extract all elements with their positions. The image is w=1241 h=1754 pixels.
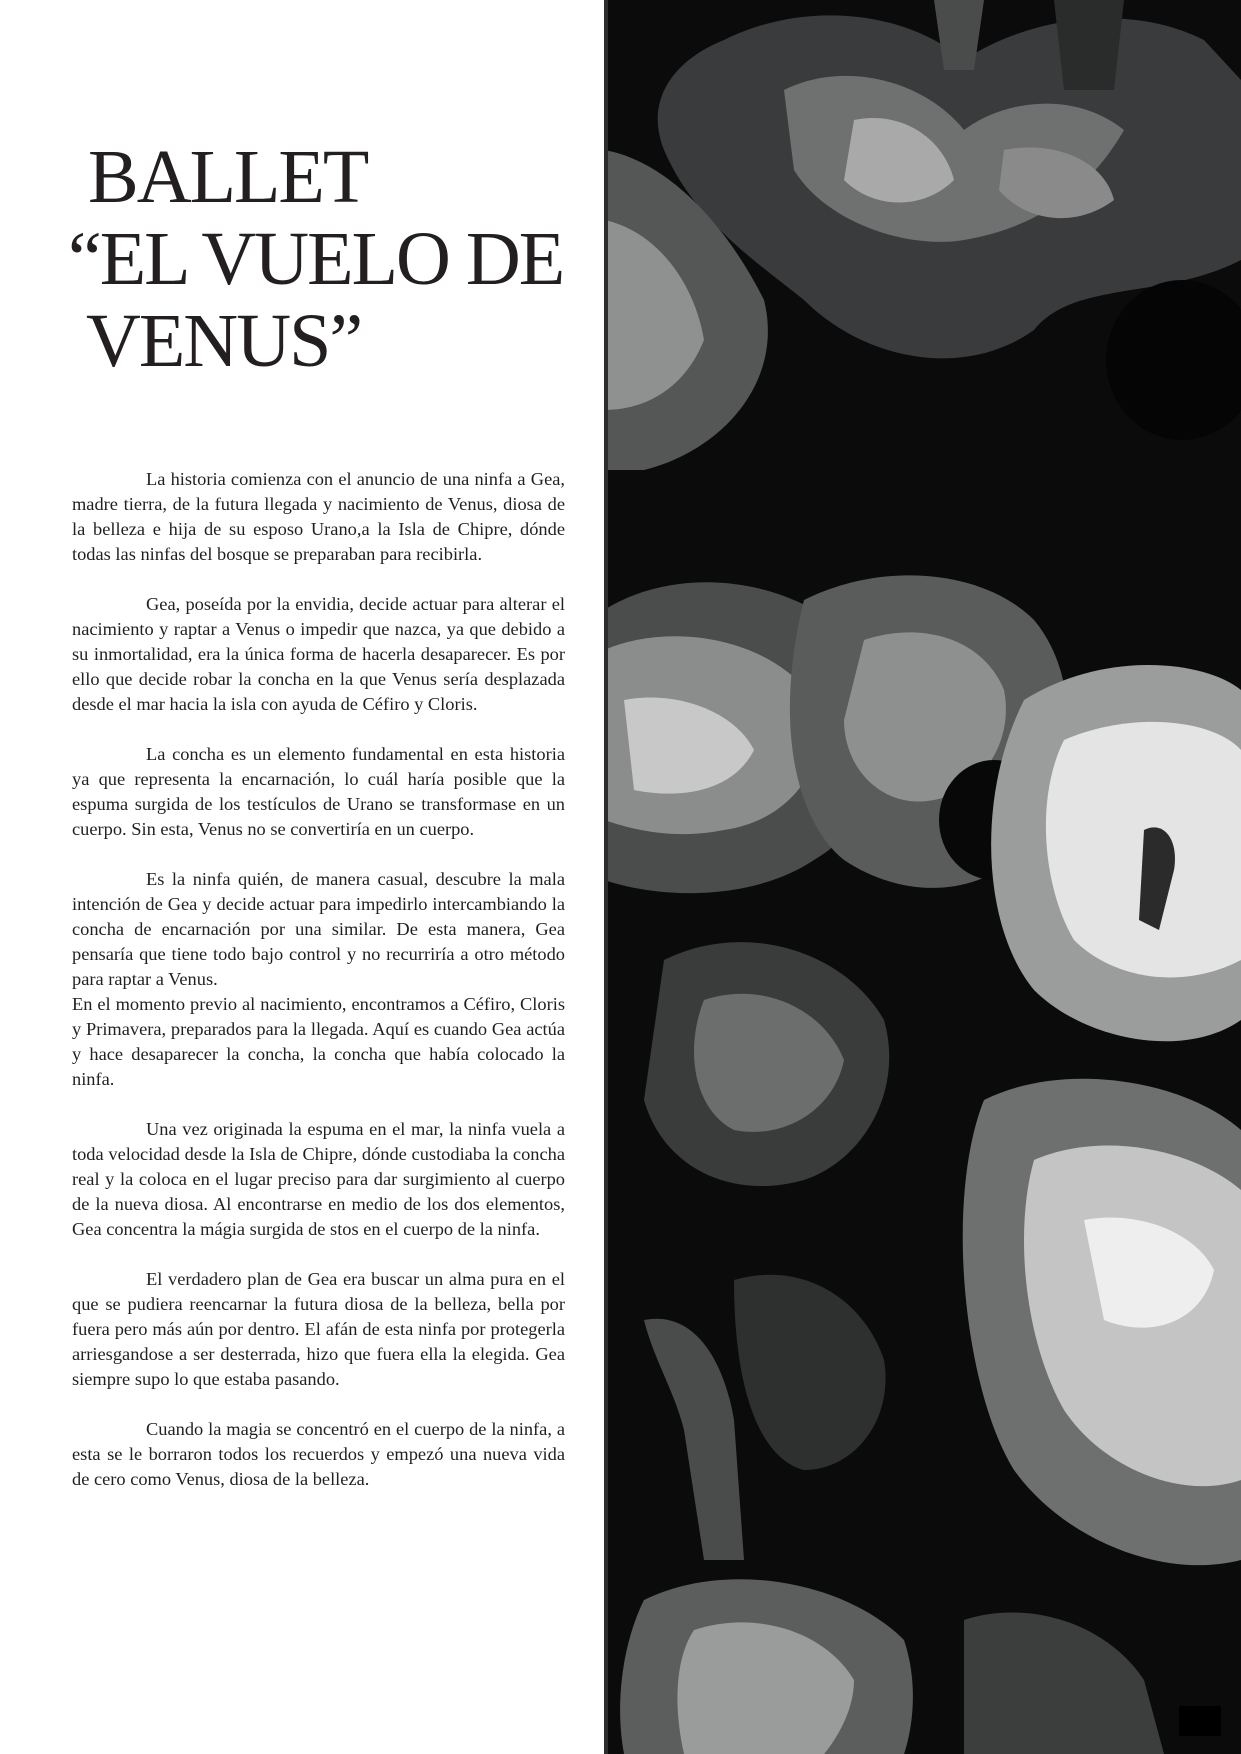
paragraph-3: La concha es un elemento fundamental en esta historia ya que representa la encarnación, lo cuál haría posible que la espuma surgida de los testículos de Urano se transformase en un cuerpo. Sin esta, Venus no se convertiría en un cuerpo.	[72, 744, 565, 839]
paragraph-2: Gea, poseída por la envidia, decide actuar para alterar el nacimiento y raptar a Venus o impedir que nazca, ya que debido a su inmortalidad, era la única forma de hacerla desaparecer. Es por ello que decide robar la concha en la que Venus sería desplazada desde el mar hacia la isla con ayuda de Céfiro y Cloris.	[72, 594, 565, 714]
text-column	[0, 0, 604, 1754]
paragraph-5: En el momento previo al nacimiento, encontramos a Céfiro, Cloris y Primavera, preparados para la llegada. Aquí es cuando Gea actúa y hace desaparecer la concha, la concha que había colocado la ninfa.	[72, 994, 565, 1089]
title-line-1: BALLET	[88, 135, 368, 219]
paragraph-1: La historia comienza con el anuncio de una ninfa a Gea, madre tierra, de la futura llegada y nacimiento de Venus, diosa de la belleza e hija de su esposo Urano,a la Isla de Chipre, dónde todas las ninfas del bosque se preparaban para recibirla.	[72, 469, 565, 564]
title-line-3: VENUS”	[86, 299, 362, 383]
title-line-2: “EL VUELO DE	[68, 217, 564, 301]
paragraph-6: Una vez originada la espuma en el mar, la ninfa vuela a toda velocidad desde la Isla de Chipre, dónde custodiaba la concha real y la coloca en el lugar preciso para dar surgimiento al cuerpo de la nueva diosa. Al encontrarse en medio de los dos elementos, Gea concentra la mágia surgida de stos en el cuerpo de la ninfa.	[72, 1119, 565, 1239]
article-body	[72, 467, 565, 1517]
ballet-dancers-illustration	[604, 0, 1241, 1754]
paragraph-7: El verdadero plan de Gea era buscar un alma pura en el que se pudiera reencarnar la futura diosa de la belleza, bella por fuera pero más aún por dentro. El afán de esta ninfa por protegerla arriesgandose a ser desterrada, hizo que fuera ella la elegida. Gea siempre supo lo que estaba pasando.	[72, 1269, 565, 1389]
paragraph-8: Cuando la magia se concentró en el cuerpo de la ninfa, a esta se le borraron todos los recuerdos y empezó una nueva vida de cero como Venus, diosa de la belleza.	[72, 1419, 565, 1489]
paragraph-4: Es la ninfa quién, de manera casual, descubre la mala intención de Gea y decide actuar para impedirlo intercambiando la concha de encarnación por una similar. De esta manera, Gea pensaría que tiene todo bajo control y no recurriría a otro método para raptar a Venus.	[72, 869, 565, 989]
page-number-tab	[1179, 1706, 1221, 1736]
page-title	[68, 136, 563, 382]
